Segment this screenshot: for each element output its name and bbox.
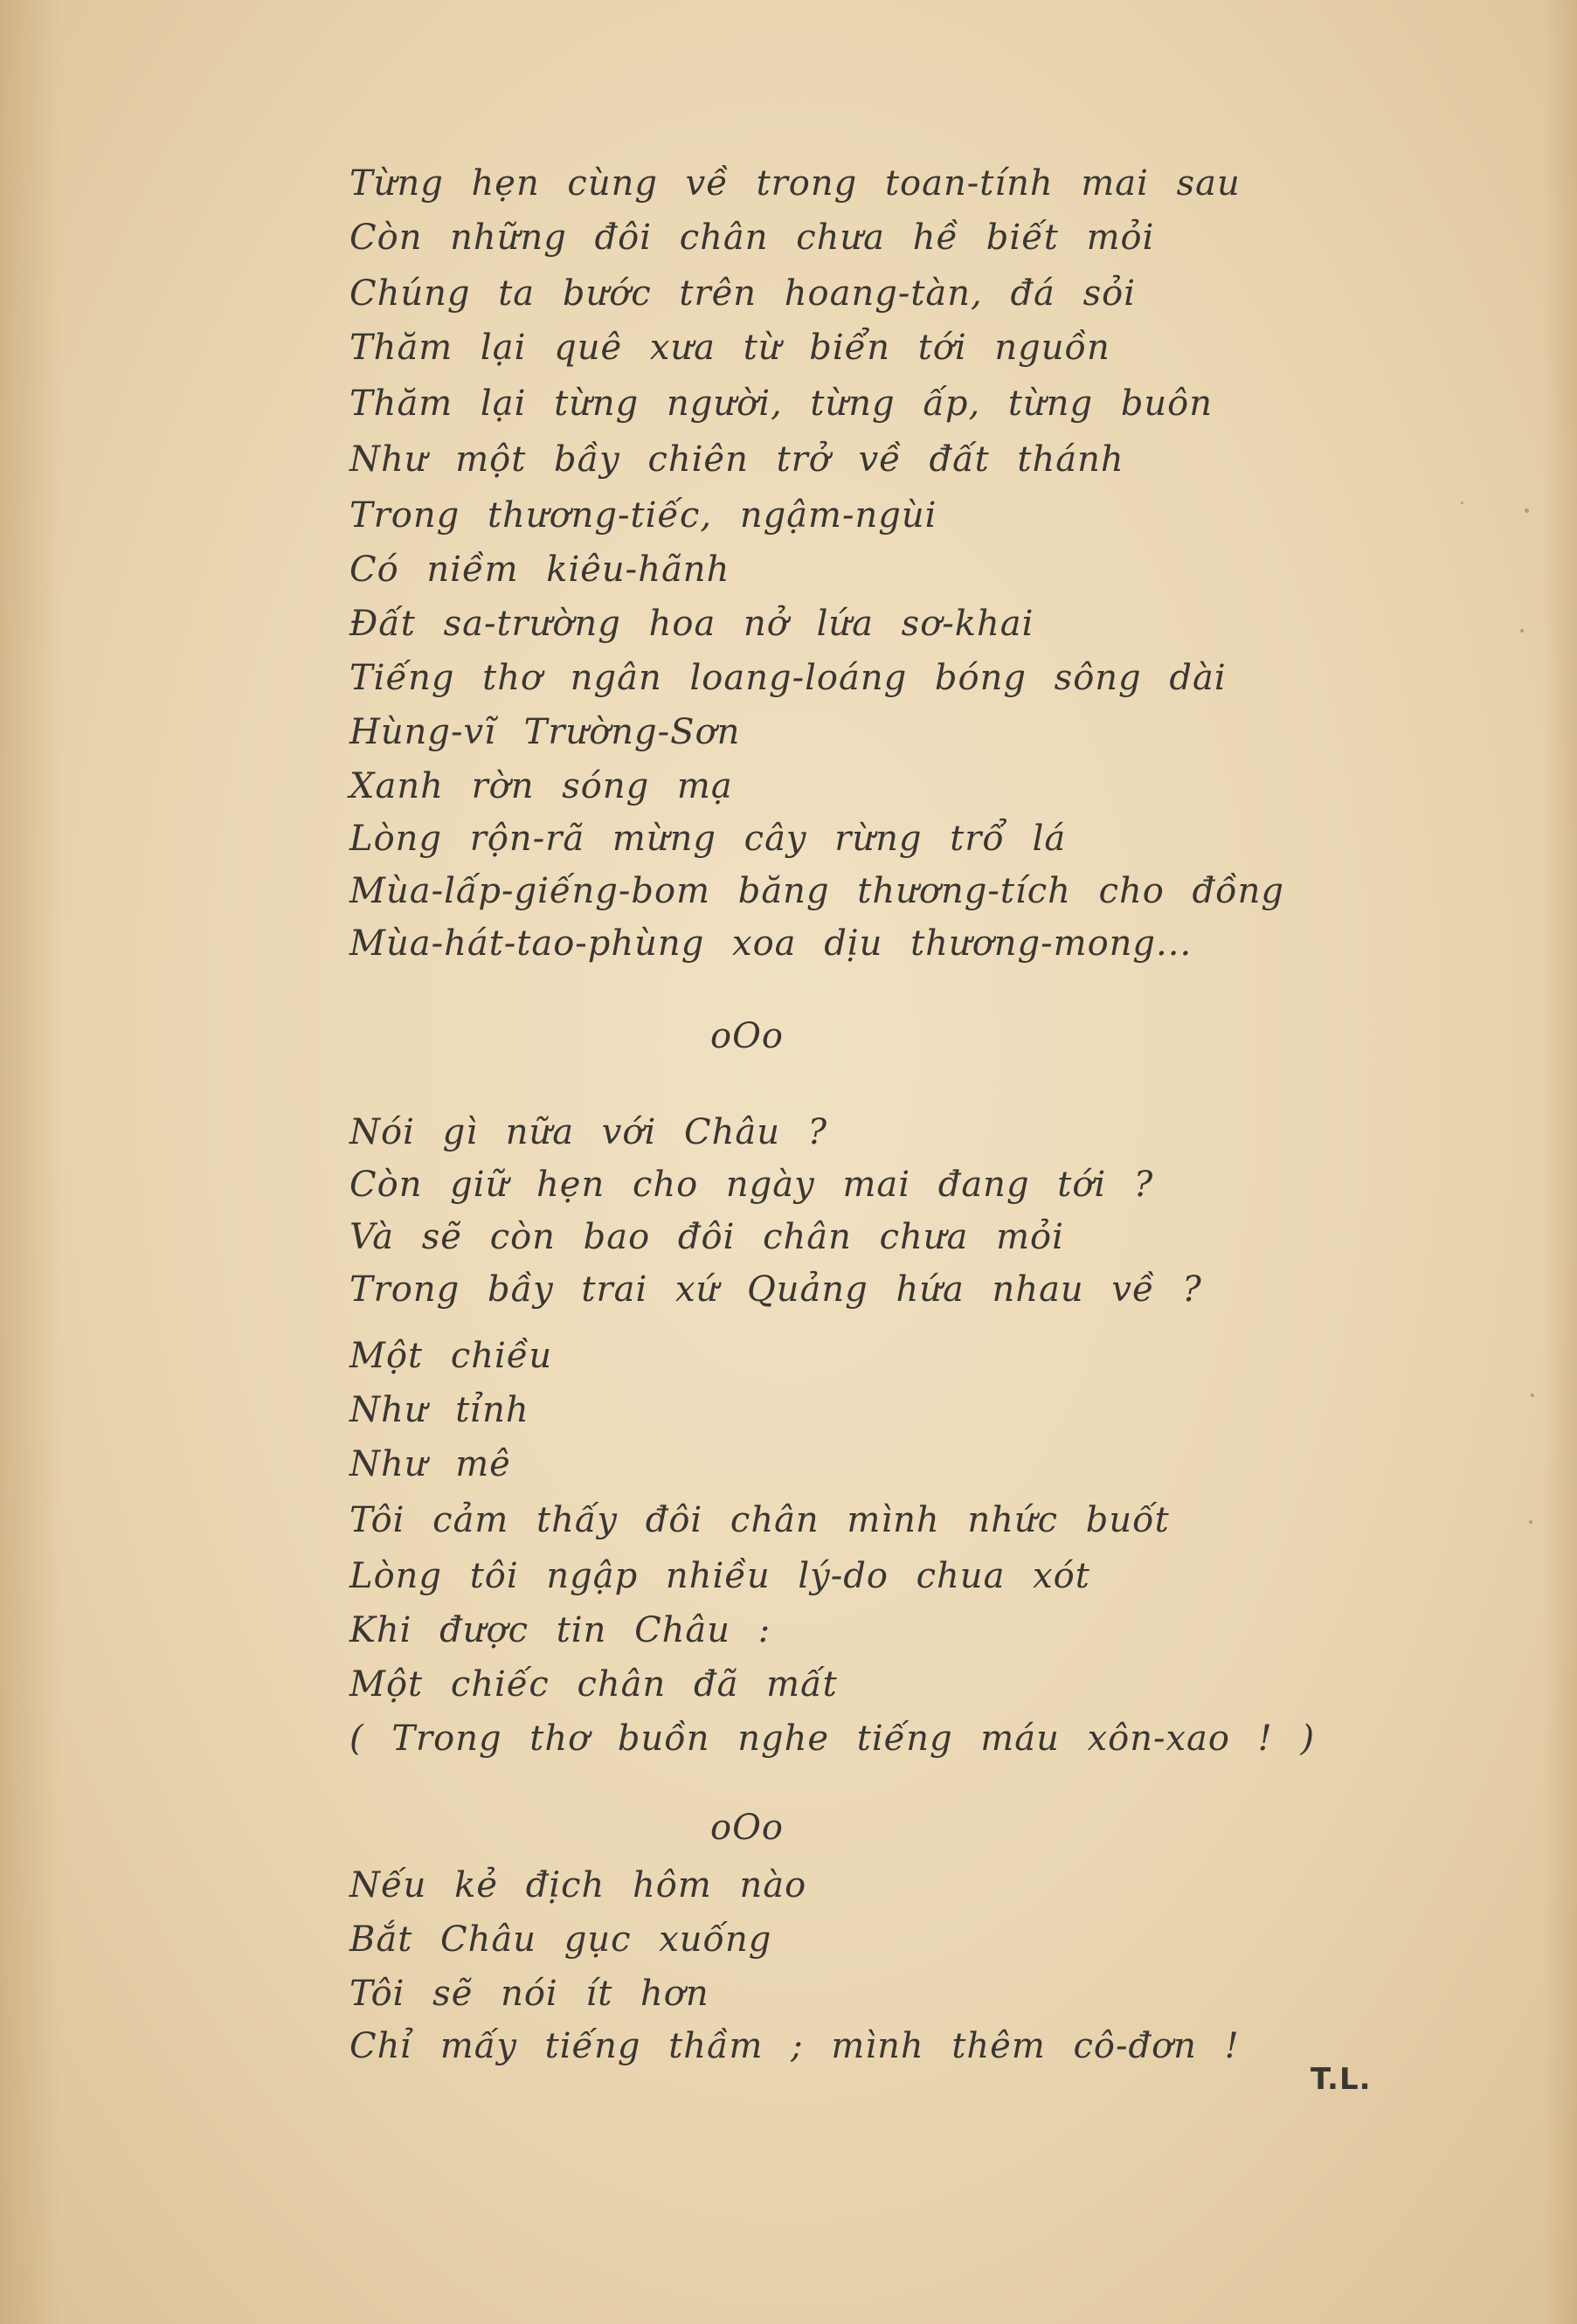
poem-line: Từng hẹn cùng về trong toan-tính mai sau (349, 163, 1241, 204)
poem-line: Nói gì nữa với Châu ? (349, 1112, 828, 1152)
paper-speck (1529, 1520, 1532, 1524)
poem-line: Trong thương-tiếc, ngậm-ngùi (349, 495, 937, 536)
poem-line: Còn giữ hẹn cho ngày mai đang tới ? (349, 1165, 1154, 1205)
poem-line: Chúng ta bước trên hoang-tàn, đá sỏi (349, 273, 1137, 314)
poem-line: Khi được tin Châu : (349, 1610, 771, 1650)
poem-line: Một chiếc chân đã mất (349, 1664, 838, 1705)
poem-line: Trong bầy trai xứ Quảng hứa nhau về ? (349, 1269, 1202, 1310)
poem-line: Một chiều (349, 1336, 553, 1376)
poem-line: Đất sa-trường hoa nở lứa sơ-khai (349, 604, 1034, 644)
paper-speck (1520, 629, 1524, 633)
poem-line: Lòng rộn-rã mừng cây rừng trổ lá (349, 819, 1067, 859)
poem-line: Tiếng thơ ngân loang-loáng bóng sông dài (349, 658, 1227, 698)
poem-line: Hùng-vĩ Trường-Sơn (349, 712, 741, 752)
poem-line: Tôi cảm thấy đôi chân mình nhức buốt (349, 1500, 1170, 1540)
poem-line: Như một bầy chiên trở về đất thánh (349, 439, 1124, 480)
poem-line: Bắt Châu gục xuống (349, 1919, 772, 1960)
author-signature: T.L. (1311, 2062, 1372, 2097)
poem-line: Tôi sẽ nói ít hơn (349, 1974, 709, 2014)
paper-speck (1461, 501, 1463, 504)
poem-line: Như tỉnh (349, 1390, 529, 1430)
poem-line: Mùa-lấp-giếng-bom băng thương-tích cho đồng (349, 871, 1284, 911)
poem-line: Thăm lại quê xưa từ biển tới nguồn (349, 328, 1110, 368)
poem-line: Mùa-hát-tao-phùng xoa dịu thương-mong... (349, 923, 1193, 964)
poem-line: Nếu kẻ địch hôm nào (349, 1865, 807, 1906)
poem-line: Có niềm kiêu-hãnh (349, 550, 730, 590)
poem-line: ( Trong thơ buồn nghe tiếng máu xôn-xao ! ) (349, 1719, 1316, 1759)
stanza-separator: oOo (710, 1016, 784, 1056)
poem-line: Chỉ mấy tiếng thầm ; mình thêm cô-đơn ! (349, 2026, 1240, 2066)
poem-line: Lòng tôi ngập nhiều lý-do chua xót (349, 1556, 1090, 1596)
poem-line: Và sẽ còn bao đôi chân chưa mỏi (349, 1217, 1064, 1257)
paper-speck (1525, 508, 1529, 513)
stanza-separator: oOo (710, 1808, 784, 1848)
poem-line: Xanh rờn sóng mạ (349, 766, 733, 806)
poem-line: Như mê (349, 1444, 511, 1484)
poem-line: Thăm lại từng người, từng ấp, từng buôn (349, 384, 1214, 424)
poem-line: Còn những đôi chân chưa hề biết mỏi (349, 218, 1155, 258)
paper-speck (1531, 1394, 1534, 1397)
